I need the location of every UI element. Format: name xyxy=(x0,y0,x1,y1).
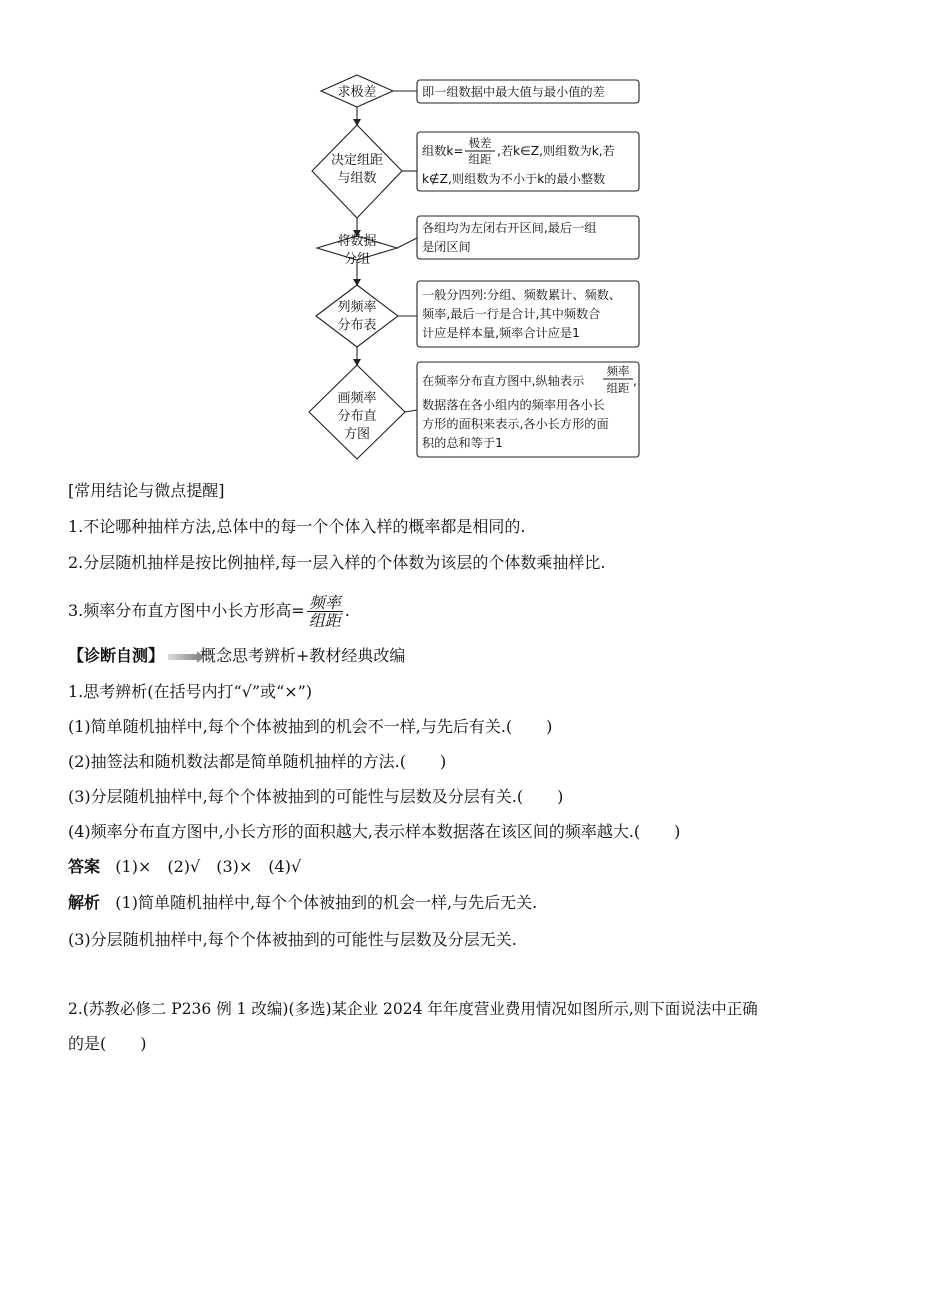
box-text: k∉Z,则组数为不小于k的最小整数 xyxy=(422,172,606,186)
question-1: 1.思考辨析(在括号内打“√”或“×”) xyxy=(68,682,313,701)
box-text: 一般分四列:分组、频数累计、频数、 xyxy=(422,288,622,302)
section-title-diagnostic xyxy=(68,645,405,667)
answer-line xyxy=(68,856,301,878)
box-text: 各组均为左闭右开区间,最后一组 xyxy=(422,221,597,235)
item-text: 的是( xyxy=(68,1034,107,1053)
box-text: 是闭区间 xyxy=(422,240,471,254)
analysis-line-2: (3)分层随机抽样中,每个个体被抽到的可能性与层数及分层无关. xyxy=(68,930,517,949)
box-text: 在频率分布直方图中,纵轴表示 xyxy=(422,374,585,388)
node-text: 画频率 xyxy=(337,391,377,406)
fraction xyxy=(307,594,343,629)
box-text: 频率,最后一行是合计,其中频数合 xyxy=(422,307,601,321)
node-freq-table xyxy=(316,285,398,347)
answer-text: (1)× (2)√ (3)× (4)√ xyxy=(115,857,302,876)
question-1-item-3 xyxy=(68,786,563,808)
section-title-text: [常用结论与微点提醒] xyxy=(68,481,225,500)
fraction-numerator: 频率 xyxy=(308,593,341,612)
conclusion-2: 2.分层随机抽样是按比例抽样,每一层入样的个体数为该层的个体数乘抽样比. xyxy=(68,553,606,572)
flowchart xyxy=(0,0,950,470)
node-text: 方图 xyxy=(343,427,371,442)
fraction-denominator: 组距 xyxy=(606,381,630,395)
section-title-text: 【诊断自测】 xyxy=(68,646,165,665)
section-subtitle: 概念思考辨析+教材经典改编 xyxy=(200,646,406,665)
node-text: 求极差 xyxy=(337,85,377,100)
box-text: 计应是样本量,频率合计应是1 xyxy=(422,326,580,340)
box-text: ,若k∈Z,则组数为k,若 xyxy=(497,144,615,158)
section-title-conclusions xyxy=(68,480,225,502)
question-2-line-2 xyxy=(68,1033,147,1055)
node-text: 列频率 xyxy=(337,300,377,315)
analysis-label: 解析 xyxy=(68,893,101,912)
close-paren: ) xyxy=(557,787,564,806)
box-text: 积的总和等于1 xyxy=(422,436,503,450)
box-text: , xyxy=(633,374,637,388)
fraction-denominator: 组距 xyxy=(468,152,492,166)
box-text: 组数k= xyxy=(422,144,464,158)
fraction-denominator: 组距 xyxy=(308,611,341,630)
analysis-text: (1)简单随机抽样中,每个个体被抽到的机会一样,与先后无关. xyxy=(115,893,538,912)
fraction-numerator: 频率 xyxy=(606,364,630,378)
conclusion-1: 1.不论哪种抽样方法,总体中的每一个个体入样的概率都是相同的. xyxy=(68,517,526,536)
box-text: 即一组数据中最大值与最小值的差 xyxy=(422,85,605,99)
node-text: 与组数 xyxy=(337,171,377,186)
item-text: (4)频率分布直方图中,小长方形的面积越大,表示样本数据落在该区间的频率越大.( xyxy=(68,822,641,841)
question-1-item-2 xyxy=(68,751,446,773)
fraction-numerator: 极差 xyxy=(468,136,492,150)
conclusion-3 xyxy=(68,594,350,629)
answer-label: 答案 xyxy=(68,857,101,876)
item-text: (3)分层随机抽样中,每个个体被抽到的可能性与层数及分层有关.( xyxy=(68,787,524,806)
analysis-line-1 xyxy=(68,892,537,914)
question-1-item-4 xyxy=(68,821,680,843)
node-text: 分布表 xyxy=(337,318,377,333)
node-text: 分组 xyxy=(343,252,371,267)
arrow-icon xyxy=(168,654,198,660)
period: . xyxy=(344,601,350,620)
question-2-line-1: 2.(苏教必修二 P236 例 1 改编)(多选)某企业 2024 年年度营业费用情况如图所示,则下面说法中正确 xyxy=(68,1000,758,1018)
close-paren: ) xyxy=(546,717,553,736)
close-paren: ) xyxy=(440,752,447,771)
box-text: 数据落在各小组内的频率用各小长 xyxy=(422,398,605,412)
box-text: 方形的面积来表示,各小长方形的面 xyxy=(422,417,609,431)
node-text: 分布直 xyxy=(337,409,377,424)
item-text: (1)简单随机抽样中,每个个体被抽到的机会不一样,与先后有关.( xyxy=(68,717,513,736)
conclusion-3-text: 3.频率分布直方图中小长方形高= xyxy=(68,601,305,620)
close-paren: ) xyxy=(140,1034,147,1053)
item-text: (2)抽签法和随机数法都是简单随机抽样的方法.( xyxy=(68,752,406,771)
close-paren: ) xyxy=(674,822,681,841)
node-text: 将数据 xyxy=(337,234,377,249)
node-text: 决定组距 xyxy=(330,153,384,168)
question-1-item-1 xyxy=(68,716,552,738)
